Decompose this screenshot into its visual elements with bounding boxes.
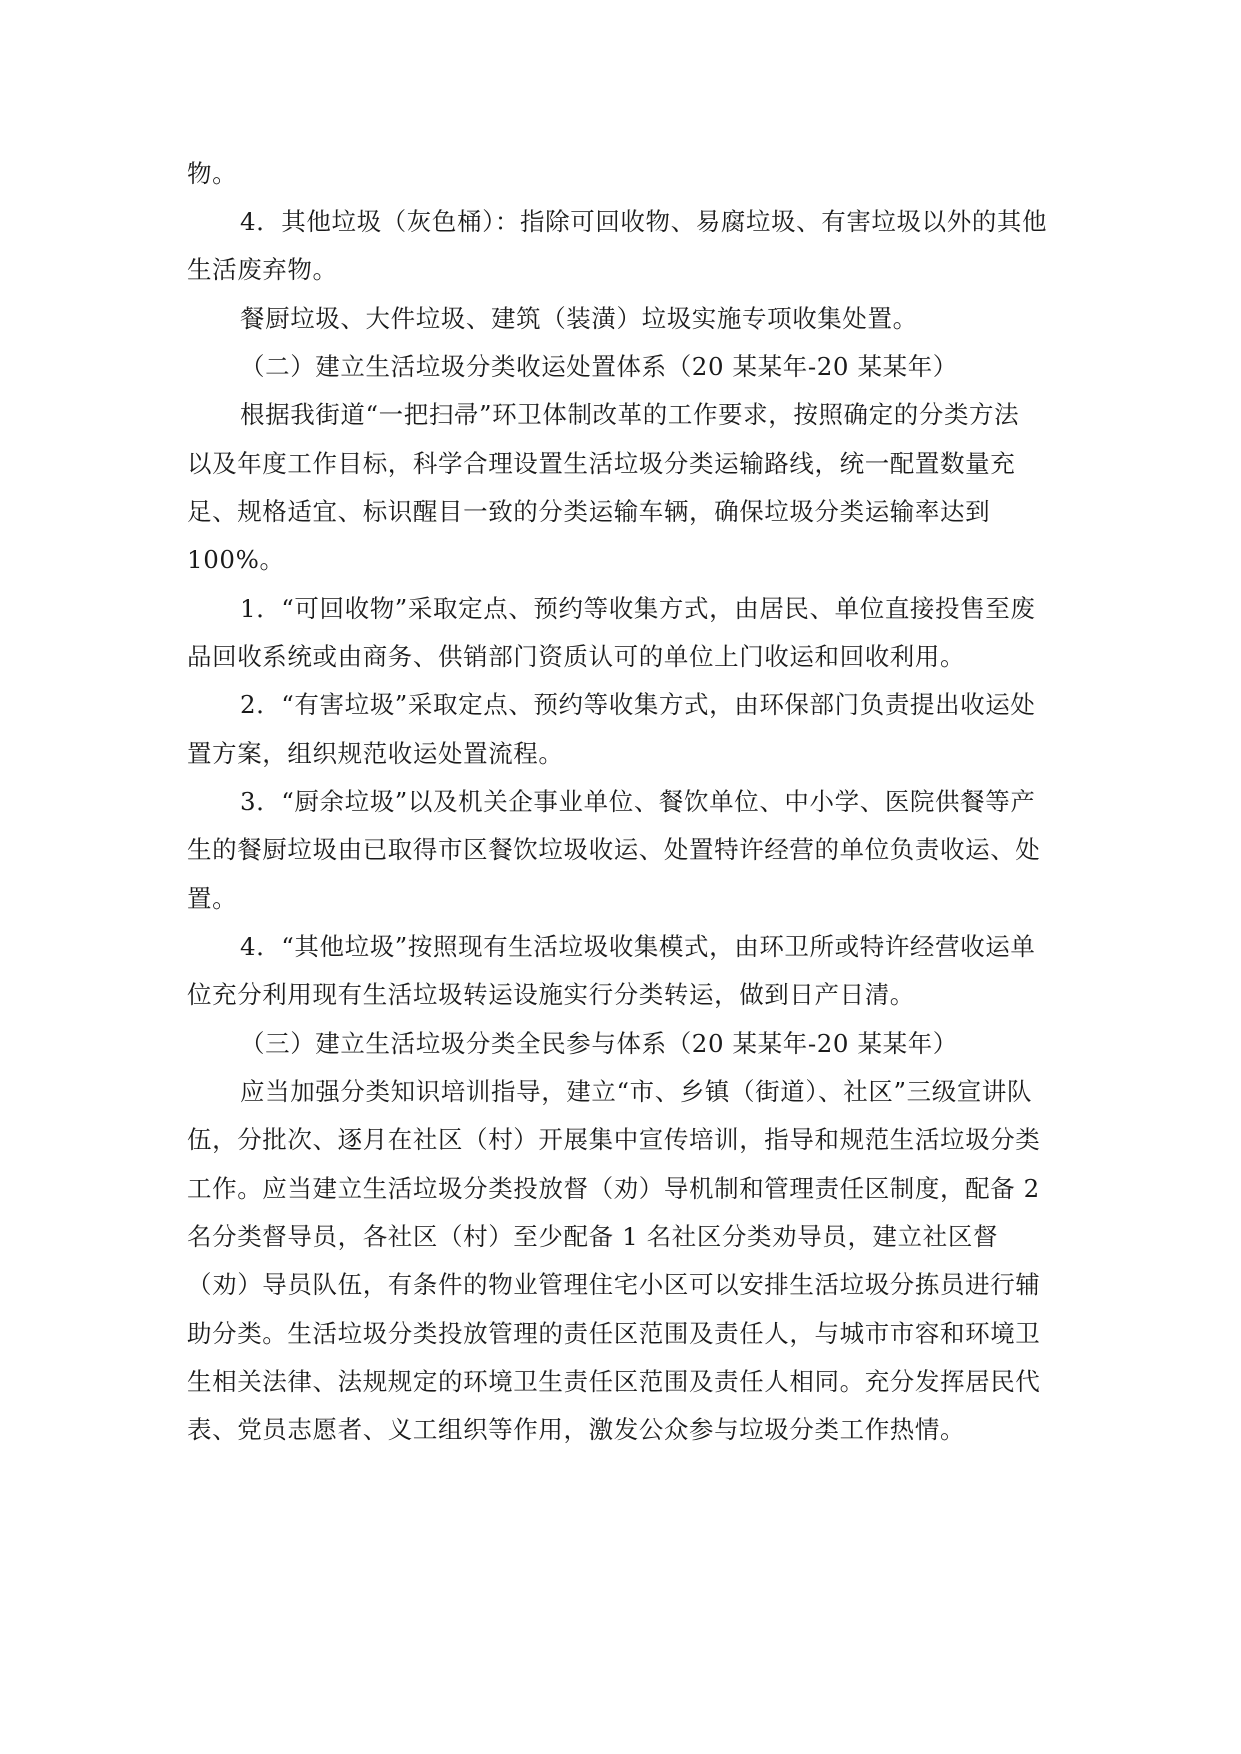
text-line-6: 根据我街道“一把扫帚”环卫体制改革的工作要求，按照确定的分类方法 <box>240 400 1020 429</box>
text-line-4: 餐厨垃圾、大件垃圾、建筑（装潢）垃圾实施专项收集处置。 <box>240 304 918 333</box>
text-line-27: 表、党员志愿者、义工组织等作用，激发公众参与垃圾分类工作热情。 <box>187 1415 966 1444</box>
text-line-13: 置方案，组织规范收运处置流程。 <box>187 739 564 768</box>
text-line-18: 位充分利用现有生活垃圾转运设施实行分类转运，做到日产日清。 <box>187 980 915 1009</box>
text-line-21: 伍，分批次、逐月在社区（村）开展集中宣传培训，指导和规范生活垃圾分类 <box>187 1125 1041 1154</box>
text-line-9: 100%。 <box>187 545 285 574</box>
text-line-2: 4．其他垃圾（灰色桶）：指除可回收物、易腐垃圾、有害垃圾以外的其他 <box>240 207 1048 236</box>
text-line-16: 置。 <box>187 884 238 913</box>
section-heading-2: （二）建立生活垃圾分类收运处置体系（20 某某年-20 某某年） <box>240 352 958 381</box>
text-line-14: 3．“厨余垃圾”以及机关企事业单位、餐饮单位、中小学、医院供餐等产 <box>240 787 1036 816</box>
text-line-25: 助分类。生活垃圾分类投放管理的责任区范围及责任人，与城市市容和环境卫 <box>187 1319 1041 1348</box>
text-line-15: 生的餐厨垃圾由已取得市区餐饮垃圾收运、处置特许经营的单位负责收运、处 <box>187 835 1041 864</box>
text-line-1: 物。 <box>187 159 238 188</box>
text-line-7: 以及年度工作目标，科学合理设置生活垃圾分类运输路线，统一配置数量充 <box>187 449 1016 478</box>
text-line-17: 4．“其他垃圾”按照现有生活垃圾收集模式，由环卫所或特许经营收运单 <box>240 932 1036 961</box>
text-line-23: 名分类督导员，各社区（村）至少配备 1 名社区分类劝导员，建立社区督 <box>187 1222 999 1251</box>
text-line-26: 生相关法律、法规规定的环境卫生责任区范围及责任人相同。充分发挥居民代 <box>187 1367 1041 1396</box>
text-line-11: 品回收系统或由商务、供销部门资质认可的单位上门收运和回收利用。 <box>187 642 966 671</box>
text-line-10: 1．“可回收物”采取定点、预约等收集方式，由居民、单位直接投售至废 <box>240 594 1036 623</box>
text-line-20: 应当加强分类知识培训指导，建立“市、乡镇（街道）、社区”三级宣讲队 <box>240 1077 1033 1106</box>
section-heading-3: （三）建立生活垃圾分类全民参与体系（20 某某年-20 某某年） <box>240 1029 958 1058</box>
text-line-12: 2．“有害垃圾”采取定点、预约等收集方式，由环保部门负责提出收运处 <box>240 690 1036 719</box>
text-line-8: 足、规格适宜、标识醒目一致的分类运输车辆，确保垃圾分类运输率达到 <box>187 497 991 526</box>
text-line-3: 生活废弃物。 <box>187 255 338 284</box>
text-line-24: （劝）导员队伍，有条件的物业管理住宅小区可以安排生活垃圾分拣员进行辅 <box>187 1270 1041 1299</box>
text-line-22: 工作。应当建立生活垃圾分类投放督（劝）导机制和管理责任区制度，配备 2 <box>187 1174 1040 1203</box>
